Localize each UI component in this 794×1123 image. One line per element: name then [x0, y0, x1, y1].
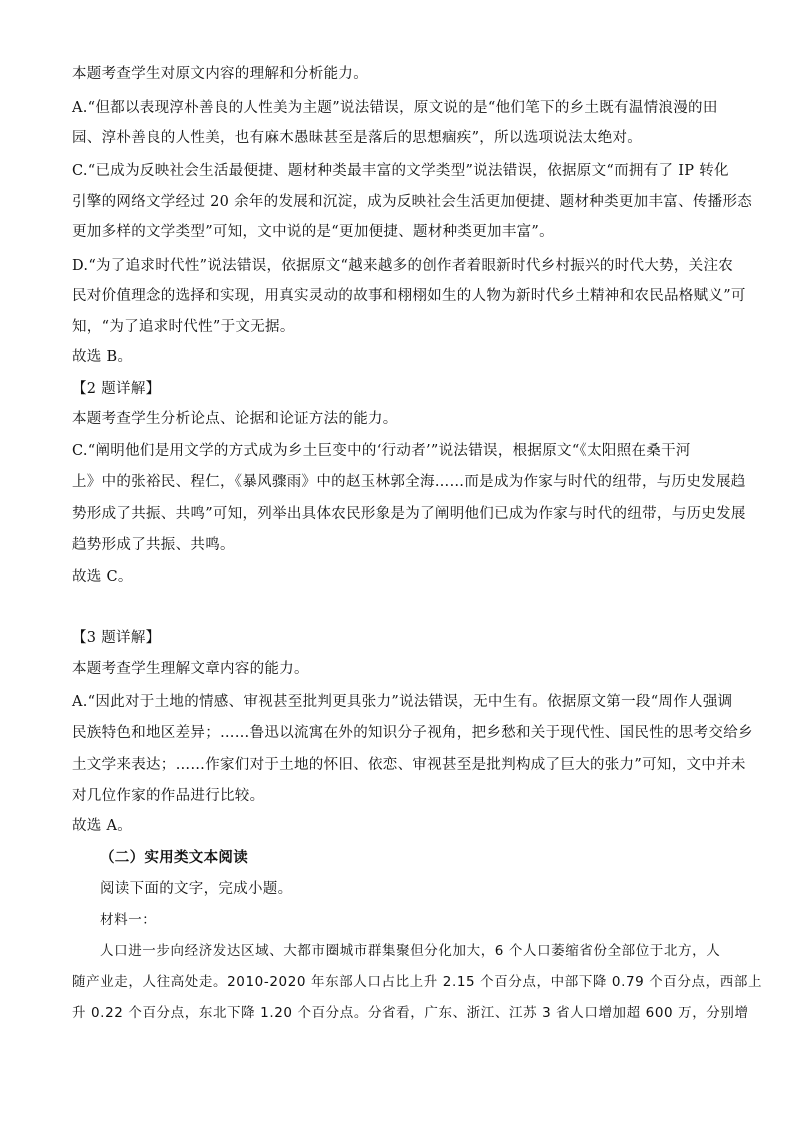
- text-line: 土文学来表达；……作家们对于土地的怀旧、依恋、审视甚至是批判构成了巨大的张力”可知，文中并未: [72, 757, 746, 773]
- material-label: 材料一：: [100, 912, 157, 928]
- text-line: C.“阐明他们是用文学的方式成为乡土巨变中的‘行动者’”说法错误，根据原文“《太阳照在桑干河: [72, 443, 691, 459]
- text-line: 园、淳朴善良的人性美，也有麻木愚昧甚至是落后的思想痼疾”，所以选项说法太绝对。: [72, 130, 643, 146]
- text-line: 趋势形成了共振、共鸣。: [72, 537, 235, 553]
- text-line: C.“已成为反映社会生活最便捷、题材种类最丰富的文学类型”说法错误，依据原文“而拥有了 IP 转化: [72, 163, 729, 179]
- material-text-line: 人口进一步向经济发达区域、大都市圈城市群集聚但分化加大，6 个人口萎缩省份全部位于北方，人: [100, 943, 721, 959]
- material-text-line: 随产业走，人往高处走。2010-2020 年东部人口占比上升 2.15 个百分点，中部下降 0.79 个百分点，西部上: [72, 974, 763, 990]
- text-line: 本题考查学生理解文章内容的能力。: [72, 661, 309, 677]
- text-line: 民对价值理念的选择和实现，用真实灵动的故事和栩栩如生的人物为新时代乡土精神和农民品格赋义”可: [72, 288, 746, 304]
- instruction-line: 阅读下面的文字，完成小题。: [100, 881, 293, 897]
- text-line: 本题考查学生分析论点、论据和论证方法的能力。: [72, 411, 398, 427]
- text-line: 更加多样的文学类型”可知，文中说的是“更加便捷、题材种类更加丰富”。: [72, 224, 554, 240]
- text-line: A.“但都以表现淳朴善良的人性美为主题”说法错误，原文说的是“他们笔下的乡土既有温情浪漫的田: [72, 100, 718, 116]
- text-line: 势形成了共振、共鸣”可知，列举出具体农民形象是为了阐明他们已成为作家与时代的纽带，与历史发展: [72, 506, 746, 522]
- text-line: 上》中的张裕民、程仁，《暴风骤雨》中的赵玉林郭全海……而是成为作家与时代的纽带，与历史发展趋: [72, 474, 746, 490]
- text-line: 引擎的网络文学经过 20 余年的发展和沉淀，成为反映社会生活更加便捷、题材种类更加丰富、传播形态: [72, 194, 753, 210]
- section-title: （二）实用类文本阅读: [100, 849, 248, 866]
- text-line: D.“为了追求时代性”说法错误，依据原文“越来越多的创作者着眼新时代乡村振兴的时代大势，关注农: [72, 258, 734, 274]
- text-line: A.“因此对于土地的情感、审视甚至批判更具张力”说法错误，无中生有。依据原文第一段“周作人强调: [72, 694, 733, 710]
- section-heading: 【2 题详解】: [72, 381, 161, 397]
- text-line: 对几位作家的作品进行比较。: [72, 788, 265, 804]
- material-text-line: 升 0.22 个百分点，东北下降 1.20 个百分点。分省看，广东、浙江、江苏 3 省人口增加超 600 万，分别增: [72, 1005, 749, 1021]
- text-line: 知，“为了追求时代性”于文无据。: [72, 319, 295, 335]
- text-line: 本题考查学生对原文内容的理解和分析能力。: [72, 66, 368, 82]
- text-line: 故选 C。: [72, 569, 133, 585]
- section-heading: 【3 题详解】: [72, 630, 161, 646]
- text-line: 故选 B。: [72, 349, 133, 365]
- text-line: 故选 A。: [72, 818, 133, 834]
- text-line: 民族特色和地区差异；……鲁迅以流寓在外的知识分子视角，把乡愁和关于现代性、国民性的思考交给乡: [72, 725, 753, 741]
